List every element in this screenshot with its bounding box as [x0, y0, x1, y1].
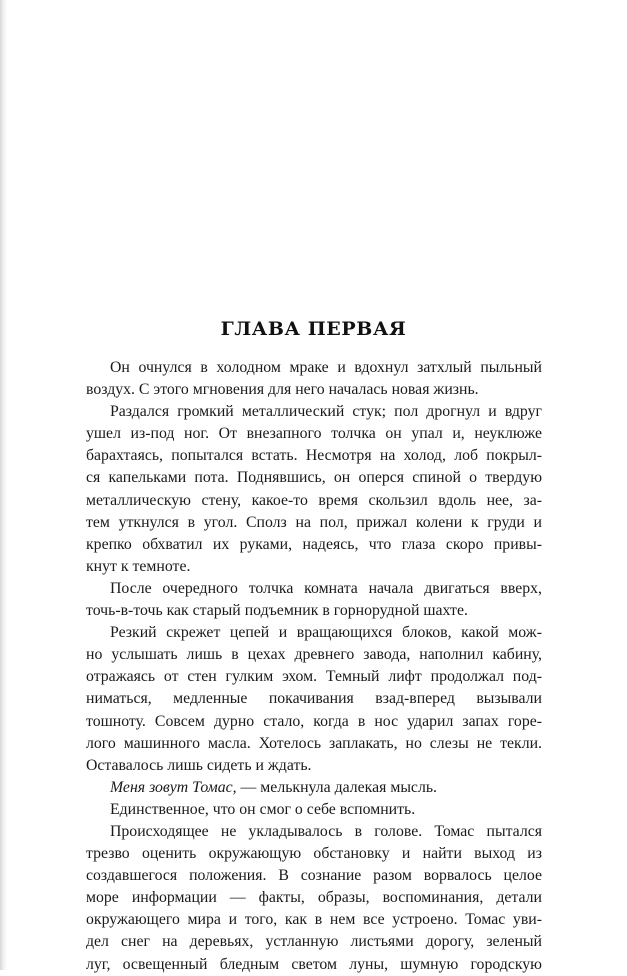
text-line: ся капельками пота. Поднявшись, он оперся спиной о твердую [86, 469, 542, 487]
text-line: воздух. С этого мгновения для него началась новая жизнь. [86, 381, 479, 399]
text-line: металлическую стену, какое-то время скользил вдоль нее, за- [86, 491, 542, 509]
text-line: но услышать лишь в цехах древнего завода, наполнил кабину, [86, 646, 542, 664]
text-line: тем уткнулся в угол. Сполз на пол, прижал колени к груди и [86, 513, 542, 531]
text-line: точь-в-точь как старый подъемник в горнорудной шахте. [86, 602, 468, 620]
page-edge-shadow [0, 0, 7, 970]
text-line: луг, освещенный бледным светом луны, шумную городскую [86, 955, 542, 973]
text-line: создавшегося положения. В сознание разом ворвалось целое [86, 867, 542, 885]
text-line: Резкий скрежет цепей и вращающихся блоков, какой мож- [110, 624, 542, 642]
text-line: барахтаясь, попытался встать. Несмотря на холод, лоб покрыл- [86, 447, 542, 465]
chapter-body [86, 357, 542, 976]
text-line: Единственное, что он смог о себе вспомнить. [110, 800, 416, 818]
text-line: Происходящее не укладывалось в голове. Томас пытался [110, 822, 542, 840]
text-line: море информации — факты, образы, воспоминания, детали [86, 889, 542, 907]
text-line: После очередного толчка комната начала двигаться вверх, [110, 579, 542, 597]
italic-thought: Меня зовут Томас, [110, 778, 237, 796]
text-line [86, 777, 542, 799]
text-line: тошноту. Совсем дурно стало, когда в нос ударил запах горе- [86, 712, 542, 730]
text-line: трезво оценить окружающую обстановку и найти выход из [86, 845, 542, 863]
text-line: Раздался громкий металлический стук; пол дрогнул и вдруг [110, 403, 542, 421]
text-line: дел снег на деревьях, устланную листьями дорогу, зеленый [86, 933, 542, 951]
chapter-title: ГЛАВА ПЕРВАЯ [220, 318, 407, 340]
text-line: окружающего мира и того, как в нем все устроено. Томас уви- [86, 911, 542, 929]
text-line: Оставалось лишь сидеть и ждать. [86, 756, 312, 774]
text-line: Он очнулся в холодном мраке и вдохнул затхлый пыльный [110, 359, 542, 376]
text-line: ушел из-под ног. От внезапного толчка он упал и, неуклюже [86, 425, 542, 443]
text-line: кнут к темноте. [86, 557, 191, 575]
text-line: лого машинного масла. Хотелось заплакать, но слезы не текли. [86, 734, 542, 752]
text-line: отражаясь от стен гулким эхом. Темный лифт продолжал под- [86, 668, 542, 686]
text-line: ниматься, медленные покачивания взад-вперед вызывали [86, 690, 542, 708]
text-line: крепко обхватил их руками, надеясь, что глаза скоро привы- [86, 535, 542, 553]
text-line-rest: — мелькнула далекая мысль. [236, 778, 437, 796]
